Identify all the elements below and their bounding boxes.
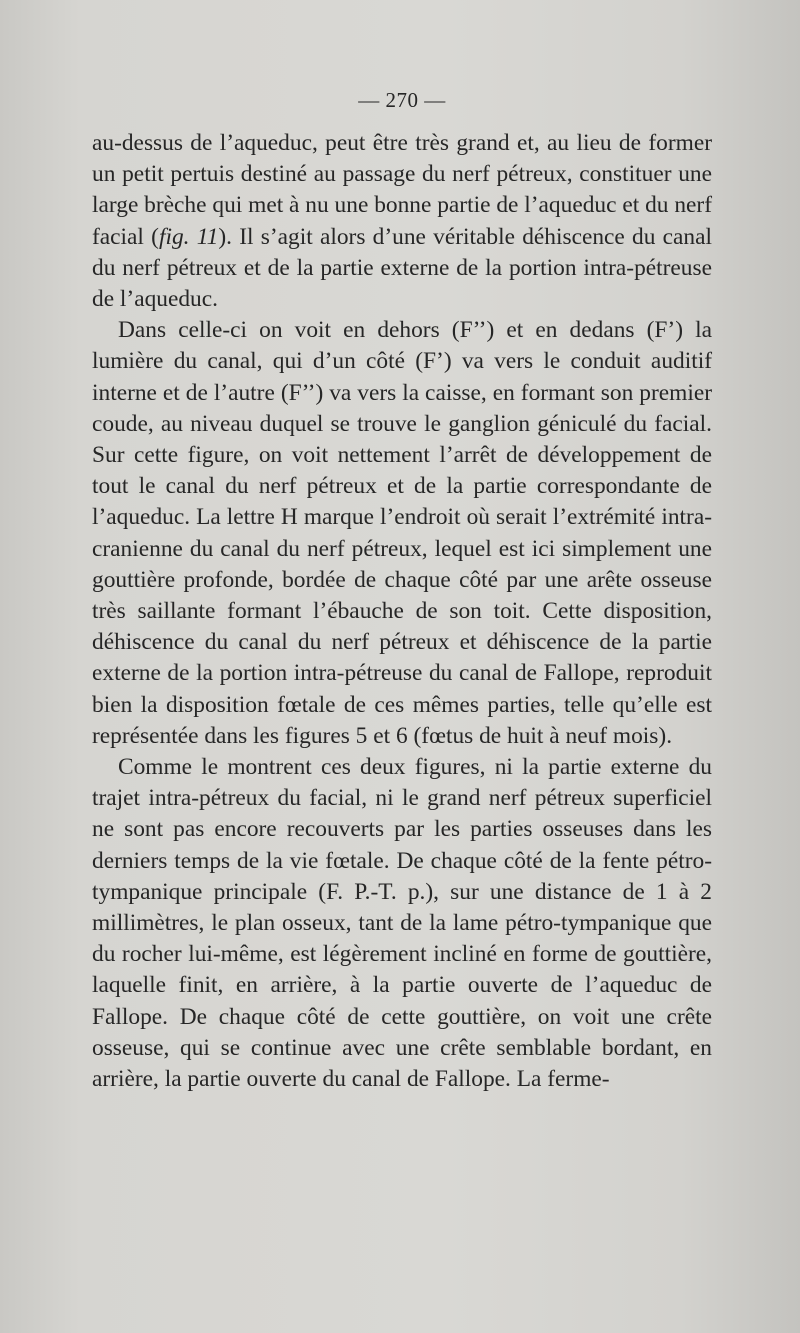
paragraph-1-part-3: ). Il s’agit alors d’une véritable déhiscence du canal du nerf pétreux et de la partie externe de la portion intra-pétreuse de l’aqueduc.: [92, 223, 712, 313]
figure-reference: fig. 11: [158, 223, 219, 250]
body-text: [92, 128, 712, 1095]
paragraph-2: Dans celle-ci on voit en dehors (F’’) et en dedans (F’) la lumière du canal, qui d’un côté (F’) va vers le conduit auditif interne et de l’autre (F’’) va vers la caisse, en formant son premier coude, au niveau duquel se trouve le ganglion géniculé du facial. Sur cette figure, on voit nettement l’arrêt de développement de tout le canal du nerf pétreux et de la partie correspondante de l’aqueduc. La lettre H marque l’endroit où serait l’extrémité intra-cranienne du canal du nerf pétreux, lequel est ici simplement une gouttière profonde, bordée de chaque côté par une arête osseuse très saillante formant l’ébauche de son toit. Cette disposition, déhiscence du canal du nerf pétreux et déhiscence de la partie externe de la portion intra-pétreuse du canal de Fallope, reproduit bien la disposition fœtale de ces mêmes parties, telle qu’elle est représentée dans les figures 5 et 6 (fœtus de huit à neuf mois).: [92, 317, 712, 749]
paragraph-1-part-1: au-dessus de l’aqueduc, peut être très grand et, au lieu de former un petit pertuis destiné au passage du nerf pétreux, constituer une large brèche qui met à nu une bonne partie de l’aqueduc et du nerf facial (: [92, 130, 712, 250]
paragraph-3: Comme le montrent ces deux figures, ni la partie externe du trajet intra-pétreux du facial, ni le grand nerf pétreux superficiel ne sont pas encore recouverts par les parties osseuses dans les derniers temps de la vie fœtale. De chaque côté de la fente pétro-tympanique principale (F. P.-T. p.), sur une distance de 1 à 2 millimètres, le plan osseux, tant de la lame pétro-tympanique que du rocher lui-même, est légèrement incliné en forme de gouttière, laquelle finit, en arrière, à la partie ouverte de l’aqueduc de Fallope. De chaque côté de cette gouttière, on voit une crête osseuse, qui se continue avec une crête semblable bordant, en arrière, la partie ouverte du canal de Fallope. La ferme-: [92, 754, 712, 1093]
paragraph-1: [92, 128, 712, 315]
page-number: — 270 —: [358, 88, 446, 112]
